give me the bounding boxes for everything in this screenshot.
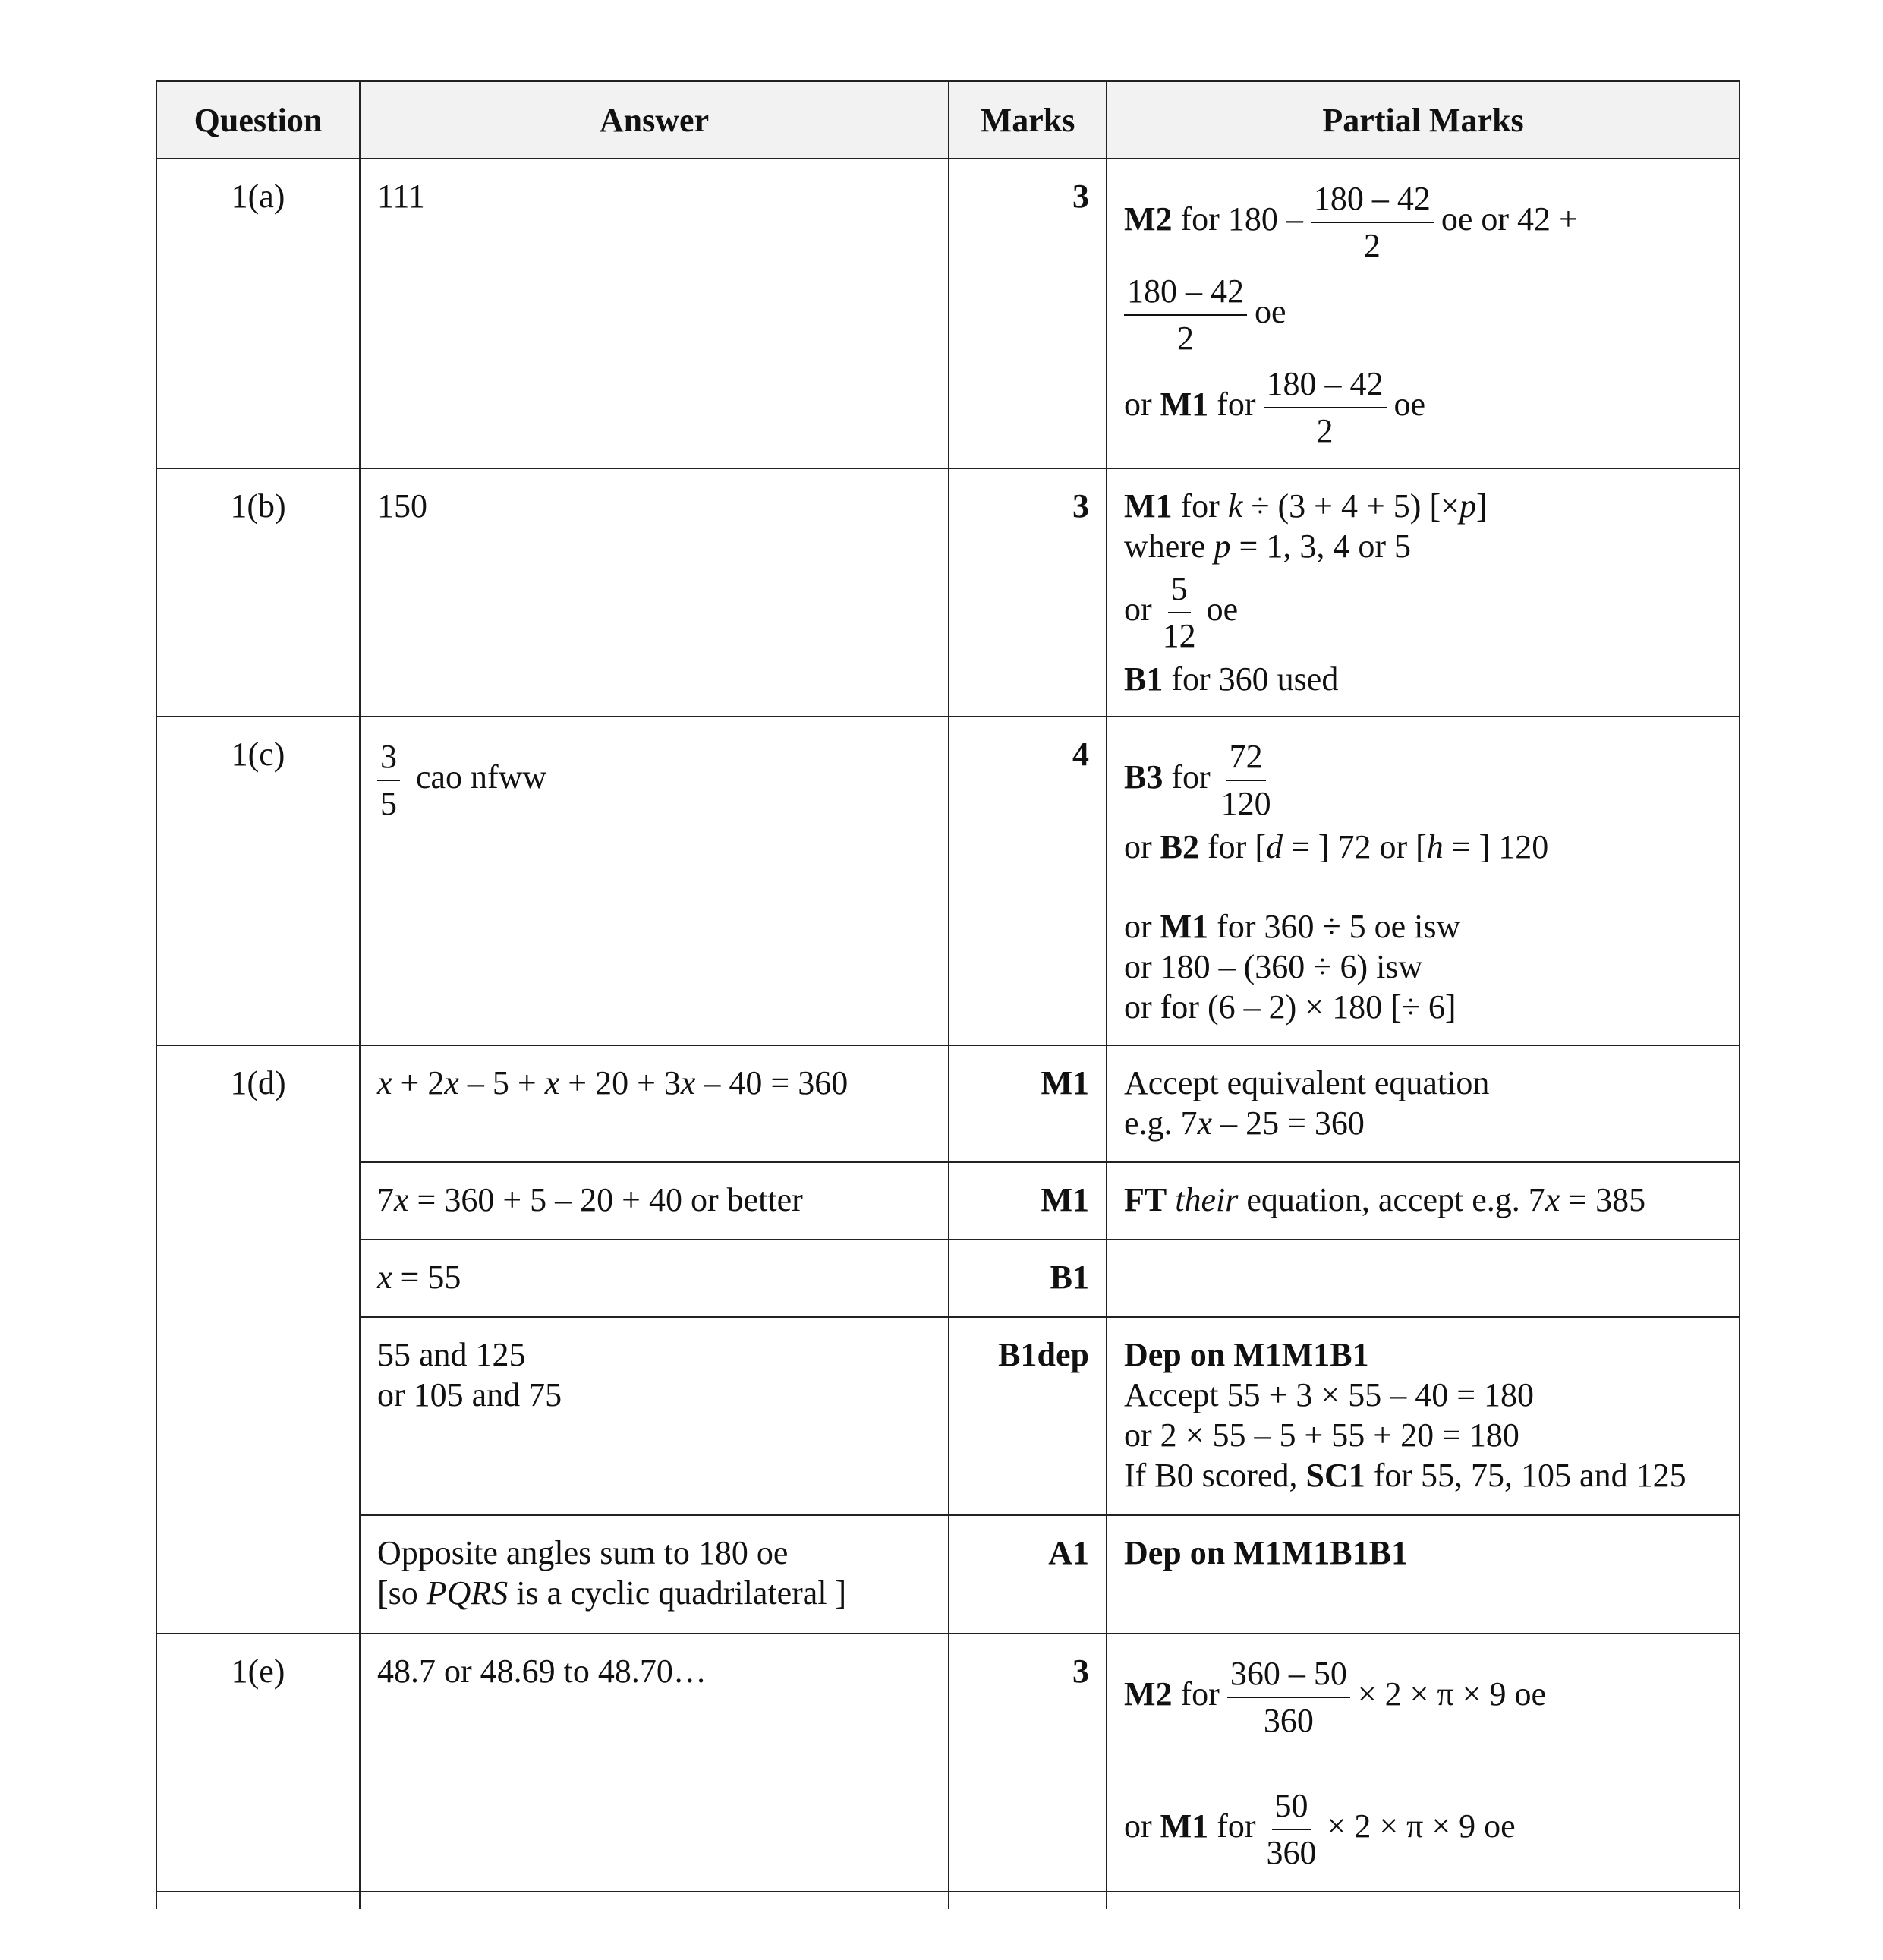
marks-cell: 4 (949, 717, 1107, 1045)
partial-line: or for (6 – 2) × 180 [÷ 6] (1124, 988, 1456, 1026)
row-1d-step2 (156, 1162, 1740, 1240)
marks-cell: B1 (949, 1240, 1107, 1317)
question-cell-empty (156, 1515, 360, 1634)
fraction: $\frac{180 - 42}{2}$ (1124, 269, 1247, 361)
partial-line: $\frac{180 - 42}{2}$ oe (1124, 269, 1722, 361)
question-cell: 1(c) (156, 717, 360, 1045)
fraction: $\frac{5}{12}$ (1160, 566, 1199, 659)
answer-line: 55 and 125 (377, 1336, 526, 1373)
marks-cell: 3 (949, 159, 1107, 468)
answer-cell: 150 (360, 468, 949, 717)
row-1e (156, 1634, 1740, 1892)
partial-line: or 2 × 55 – 5 + 55 + 20 = 180 (1124, 1416, 1519, 1454)
fraction: $\frac{180 - 42}{2}$ (1311, 176, 1434, 269)
partial-line: Accept 55 + 3 × 55 – 40 = 180 (1124, 1376, 1535, 1413)
empty-cell (156, 1892, 360, 1909)
row-1d-step1 (156, 1045, 1740, 1162)
header-marks: Marks (949, 81, 1107, 159)
partial-line: M1 for k ÷ (3 + 4 + 5) [×p] (1124, 487, 1488, 525)
partial-line: Accept equivalent equation (1124, 1064, 1490, 1101)
row-1d-step5 (156, 1515, 1740, 1634)
partial-marks-cell (1107, 1045, 1740, 1162)
partial-line: B1 for 360 used (1124, 660, 1339, 698)
row-1d-step3 (156, 1240, 1740, 1317)
partial-line: M2 for $\frac{360 - 50}{360}$ × 2 × π × 9 oe (1124, 1651, 1722, 1744)
fraction: $\frac{180 - 42}{2}$ (1264, 361, 1387, 454)
partial-line: or B2 for [d = ] 72 or [h = ] 120 (1124, 828, 1549, 865)
fraction: $\frac{3}{5}$ (377, 734, 400, 827)
marks-cell: 3 (949, 1634, 1107, 1892)
partial-line: or M1 for 360 ÷ 5 oe isw (1124, 908, 1461, 945)
row-1d-step4 (156, 1317, 1740, 1515)
partial-marks-cell (1107, 1634, 1740, 1892)
answer-cell: 111 (360, 159, 949, 468)
partial-marks-cell: FT their equation, accept e.g. 7x = 385 (1107, 1162, 1740, 1240)
question-cell: 1(e) (156, 1634, 360, 1892)
question-cell: 1(b) (156, 468, 360, 717)
question-cell: 1(a) (156, 159, 360, 468)
spacer (1124, 867, 1722, 906)
spacer (1124, 1744, 1722, 1783)
header-row (156, 81, 1740, 159)
marks-cell: 3 (949, 468, 1107, 717)
answer-cell (360, 1317, 949, 1515)
answer-cell: x = 55 (360, 1240, 949, 1317)
question-cell-empty (156, 1317, 360, 1515)
question-cell-empty (156, 1240, 360, 1317)
partial-marks-cell (1107, 717, 1740, 1045)
partial-line: or $\frac{5}{12}$ oe (1124, 566, 1722, 659)
question-cell: 1(d) (156, 1045, 360, 1162)
answer-cell: $\frac{3}{5}$ cao nfww (360, 717, 949, 1045)
answer-line: or 105 and 75 (377, 1376, 562, 1413)
mark-scheme-table (156, 80, 1740, 1909)
marks-cell: M1 (949, 1045, 1107, 1162)
header-partial-marks: Partial Marks (1107, 81, 1740, 159)
partial-line: or 180 – (360 ÷ 6) isw (1124, 948, 1423, 985)
answer-line: Opposite angles sum to 180 oe (377, 1534, 789, 1571)
partial-marks-cell (1107, 468, 1740, 717)
partial-line: Dep on M1M1B1 (1124, 1336, 1369, 1373)
marks-cell: A1 (949, 1515, 1107, 1634)
empty-cell (1107, 1892, 1740, 1909)
header-answer: Answer (360, 81, 949, 159)
marks-cell: B1dep (949, 1317, 1107, 1515)
empty-cell (360, 1892, 949, 1909)
fraction: $\frac{50}{360}$ (1264, 1783, 1320, 1876)
row-1b (156, 468, 1740, 717)
marks-cell: M1 (949, 1162, 1107, 1240)
partial-line: or M1 for $\frac{50}{360}$ × 2 × π × 9 oe (1124, 1783, 1722, 1876)
partial-marks-cell (1107, 1317, 1740, 1515)
partial-line: e.g. 7x – 25 = 360 (1124, 1104, 1365, 1142)
answer-line: [so PQRS is a cyclic quadrilateral ] (377, 1574, 847, 1612)
partial-marks-cell (1107, 159, 1740, 468)
answer-cell (360, 1515, 949, 1634)
partial-line: or M1 for $\frac{180 - 42}{2}$ oe (1124, 361, 1722, 454)
fraction: $\frac{360 - 50}{360}$ (1227, 1651, 1350, 1744)
answer-cell: 48.7 or 48.69 to 48.70… (360, 1634, 949, 1892)
fraction: $\frac{72}{120}$ (1218, 734, 1274, 827)
partial-marks-cell (1107, 1240, 1740, 1317)
mark-scheme-sheet (156, 80, 1739, 1909)
row-1c (156, 717, 1740, 1045)
question-cell-empty (156, 1162, 360, 1240)
row-continuation (156, 1892, 1740, 1909)
partial-line: B3 for $\frac{72}{120}$ (1124, 734, 1722, 827)
empty-cell (949, 1892, 1107, 1909)
header-question: Question (156, 81, 360, 159)
partial-marks-cell: Dep on M1M1B1B1 (1107, 1515, 1740, 1634)
partial-line: where p = 1, 3, 4 or 5 (1124, 528, 1411, 565)
answer-cell: 7x = 360 + 5 – 20 + 40 or better (360, 1162, 949, 1240)
partial-line: M2 for 180 – $\frac{180 - 42}{2}$ oe or 42 + (1124, 176, 1722, 269)
partial-line: If B0 scored, SC1 for 55, 75, 105 and 125 (1124, 1457, 1686, 1494)
answer-cell: x + 2x – 5 + x + 20 + 3x – 40 = 360 (360, 1045, 949, 1162)
row-1a (156, 159, 1740, 468)
